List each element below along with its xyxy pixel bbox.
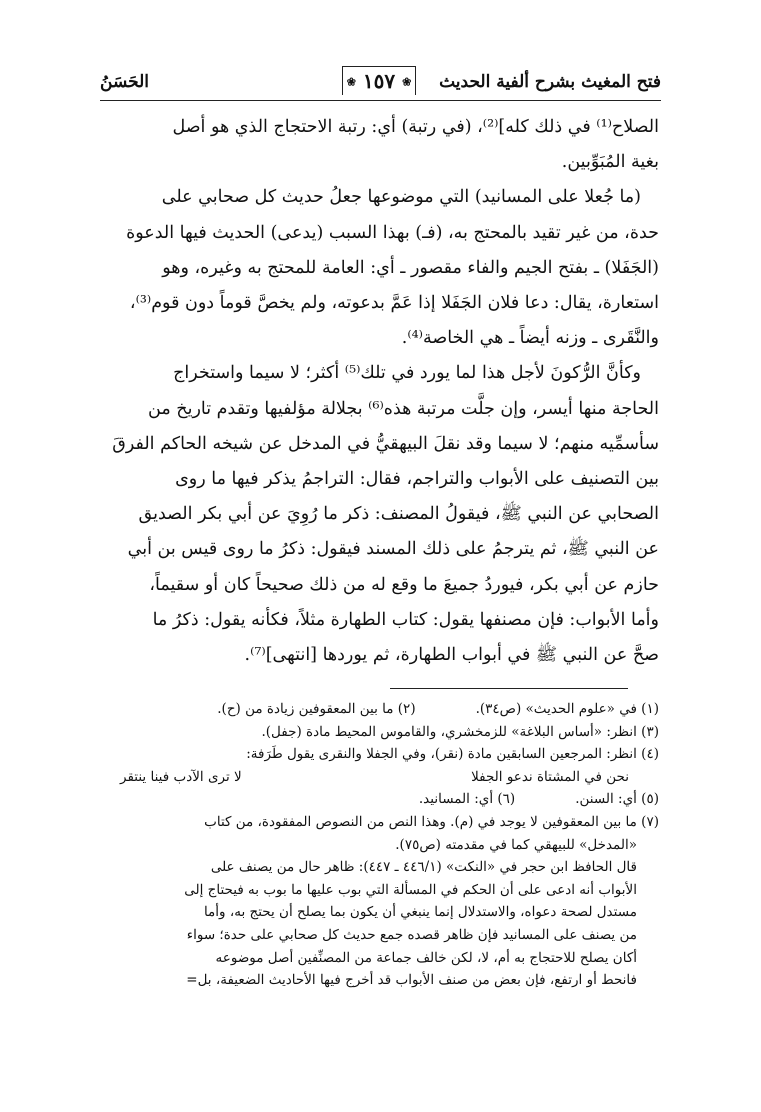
text-line: وأما الأبواب: فإن مصنفها يقول: كتاب الطهارة مثلاً، فكأنه يقول: ذكرُ ما [152, 609, 659, 630]
footnote-7-line: أكان يصلح للاحتجاج به أم، لا، لكن خالف جماعة من المصنِّفين أصل موضوعه [215, 949, 637, 966]
footnote-7-line: مستدل لصحة دعواه، والاستدلال إنما ينبغي أن يكون بما يصلح أن يحتج به، وأما [203, 904, 637, 921]
text-line: حدة، من غير تقيد بالمحتج به، (فـ) بهذا السبب (يدعى) الحديث فيها الدعوة [126, 222, 659, 243]
footnote-3: (٣) انظر: «أساس البلاغة» للزمخشري، والقاموس المحيط مادة (جفل). [261, 723, 659, 740]
text-line: والنَّقَرى ـ وزنه أيضاً ـ هي الخاصة⁽⁴⁾. [401, 328, 659, 349]
poem-hemistich-right: نحن في المشتاة ندعو الجفلا [471, 768, 629, 785]
text-line: الصحابي عن النبي ﷺ، فيقولُ المصنف: ذكر ما رُوِيَ عن أبي بكر الصديق [138, 504, 659, 525]
text-line: وكأنَّ الرُّكونَ لأجل هذا لما يورد في تلك⁽⁵⁾ أكثر؛ لا سيما واستخراج [173, 363, 641, 384]
text-line: (الجَفَلا) ـ بفتح الجيم والفاء مقصور ـ أي: العامة للمحتج به وغيره، وهو [162, 257, 659, 278]
text-line: (ما جُعلا على المسانيد) التي موضوعها جعلُ حديث كل صحابي على [161, 187, 641, 208]
page-number-box [342, 66, 416, 95]
text-line: الحاجة منها أيسر، وإن جلَّت مرتبة هذه⁽⁶⁾ بجلالة مؤلفيها وتقدم تاريخ من [148, 398, 659, 419]
text-line: بغية المُبَوِّبين. [561, 152, 659, 173]
footnote-divider [390, 688, 628, 689]
running-header [100, 66, 661, 101]
poem-hemistich-left: لا ترى الآدب فينا ينتقر [120, 768, 242, 785]
footnotes [100, 698, 659, 992]
footnote-7-line: من يصنف على المسانيد فإن ظاهر قصده جمع حديث كل صحابي على حدة؛ سواء [186, 926, 637, 943]
footnote-7-line: (٧) ما بين المعقوفين لا يوجد في (م). وهذا النص من النصوص المفقودة، من كتاب [204, 813, 659, 830]
text-line: سأسمِّيه منهم؛ لا سيما وقد نقلَ البيهقيُّ في المدخل عن شيخه الحاكم الفرقَ [112, 433, 659, 454]
footnote-1: (١) في «علوم الحديث» (ص٣٤). [475, 701, 659, 717]
footnote-6: (٦) أي: المسانيد. [418, 791, 516, 808]
page-number: ١٥٧ [362, 69, 396, 93]
text-line: الصلاح⁽¹⁾ في ذلك كله]⁽²⁾، (في رتبة) أي: رتبة الاحتجاج الذي هو أصل [172, 117, 659, 137]
text-line: استعارة، يقال: دعا فلان الجَفَلا إذا عَمَّ بدعوته، ولم يخصَّ قوماً دون قوم⁽³⁾، [129, 293, 659, 314]
text-line: بين التصنيف على الأبواب والتراجم، فقال: التراجمُ يذكر فيها ما روى [175, 469, 659, 490]
book-title: فتح المغيث بشرح ألفية الحديث [439, 72, 661, 92]
ornament-icon: ❀ [346, 75, 356, 89]
footnote-7-line: قال الحافظ ابن حجر في «النكت» (٤٤٦/١ ـ ٤٤٧): ظاهر حال من يصنف على [210, 859, 637, 876]
section-title: الحَسَنُ [100, 72, 149, 92]
poem-verse [100, 766, 629, 789]
ornament-icon: ❀ [402, 75, 412, 89]
text-line: حازم عن أبي بكر، فيوردُ جميعَ ما وقع له من ذلك صحيحاً كان أو سقيماً، [149, 574, 659, 595]
footnote-7-line: الأبواب أنه ادعى على أن الحكم في المسألة التي بوب عليها ما بوب به فيحتاج إلى [184, 881, 637, 898]
footnote-5: (٥) أي: السنن. [575, 791, 659, 808]
footnote-2: (٢) ما بين المعقوفين زيادة من (ح). [217, 701, 416, 717]
text-line: عن النبي ﷺ، ثم يترجمُ على ذلك المسند فيقول: ذكرُ ما روى قيس بن أبي [127, 539, 659, 560]
footnote-7-line: فانحط أو ارتفع، فإن بعض من صنف الأبواب قد أخرج فيها الأحاديث الضعيفة، بل= [186, 972, 637, 989]
text-line: صحَّ عن النبي ﷺ في أبواب الطهارة، ثم يوردها [انتهى]⁽⁷⁾. [244, 645, 659, 666]
footnote-4: (٤) انظر: المرجعين السابقين مادة (نقر)، وفي الجفلا والنقرى يقول طَرَفة: [246, 746, 659, 763]
main-text [100, 110, 659, 673]
footnote-7-line: «المدخل» للبيهقي كما في مقدمته (ص٧٥). [395, 836, 637, 853]
footnote-row [100, 698, 659, 721]
footnote-row [100, 788, 659, 811]
